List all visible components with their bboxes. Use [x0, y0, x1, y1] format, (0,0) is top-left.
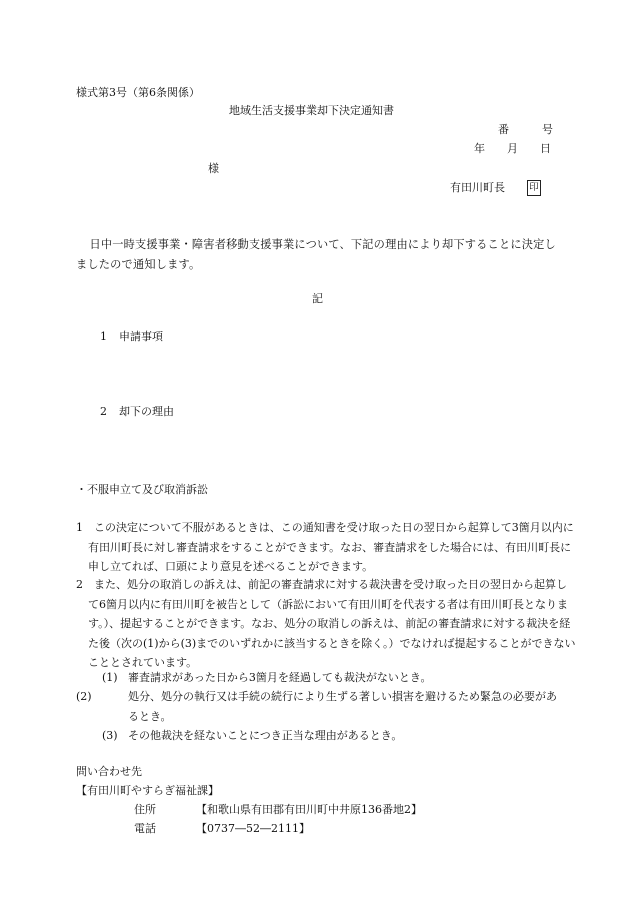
- item-number: 2: [100, 405, 107, 418]
- condition-1: [102, 668, 564, 688]
- condition-number: (2): [76, 690, 92, 703]
- item-application: [100, 330, 163, 344]
- contact-heading: 問い合わせ先: [76, 765, 142, 778]
- number-label: 番 号: [498, 123, 553, 136]
- ki-heading: 記: [312, 292, 323, 305]
- condition-text: 処分、処分の執行又は手続の続行により生ずる著しい損害を避けるため緊急の必要があるとき。: [128, 690, 557, 723]
- item-reason: [100, 405, 174, 419]
- addressee-suffix: 様: [208, 162, 219, 175]
- contact-department: 【有田川町やすらぎ福祉課】: [76, 784, 219, 797]
- contact-address-value: 【和歌山県有田郡有田川町中井原136番地2】: [196, 803, 422, 816]
- notice-text: 日中一時支援事業・障害者移動支援事業について、下記の理由により却下することに決定しましたので通知します。: [76, 238, 556, 271]
- condition-number: (3): [102, 729, 118, 742]
- condition-3: [102, 726, 564, 746]
- date-label: 年 月 日: [474, 142, 551, 155]
- appeal-note-1: 1 この決定について不服があるときは、この通知書を受け取った日の翌日から起算して3箇月以内に有田川町長に対し審査請求をすることができます。なお、審査請求をした場合には、有田川町長に申し立てれば、口頭により意見を述べることができます。: [76, 521, 574, 573]
- document-title: 地域生活支援事業却下決定通知書: [229, 104, 394, 117]
- item-label: 却下の理由: [119, 405, 174, 418]
- issuer-name: 有田川町長: [450, 181, 505, 194]
- item-number: 1: [100, 330, 107, 343]
- condition-text: その他裁決を経ないことにつき正当な理由があるとき。: [128, 729, 403, 742]
- contact-phone-label: 電話: [134, 822, 156, 835]
- appeal-note-2: 2 また、処分の取消しの訴えは、前記の審査請求に対する裁決書を受け取った日の翌日から起算して6箇月以内に有田川町を被告として（訴訟において有田川町を代表する者は有田川町長となります。）、提起することができます。なお、処分の取消しの訴えは、前記の審査請求に対する裁決を経た後（次の(1)から(3)までのいずれかに該当するときを除く。）でなければ提起することができないこととされています。: [76, 578, 576, 669]
- contact-address-label: 住所: [134, 803, 156, 816]
- item-label: 申請事項: [119, 330, 163, 343]
- seal-icon: 印: [527, 180, 541, 196]
- form-number: 様式第3号（第6条関係）: [76, 86, 200, 99]
- contact-phone-value: 【0737―52―2111】: [196, 822, 310, 835]
- condition-text: 審査請求があった日から3箇月を経過しても裁決がないとき。: [128, 671, 432, 684]
- appeal-heading: ・不服申立て及び取消訴訟: [76, 483, 208, 496]
- issuer-line: [450, 180, 541, 196]
- condition-2: [76, 687, 564, 726]
- condition-number: (1): [102, 671, 118, 684]
